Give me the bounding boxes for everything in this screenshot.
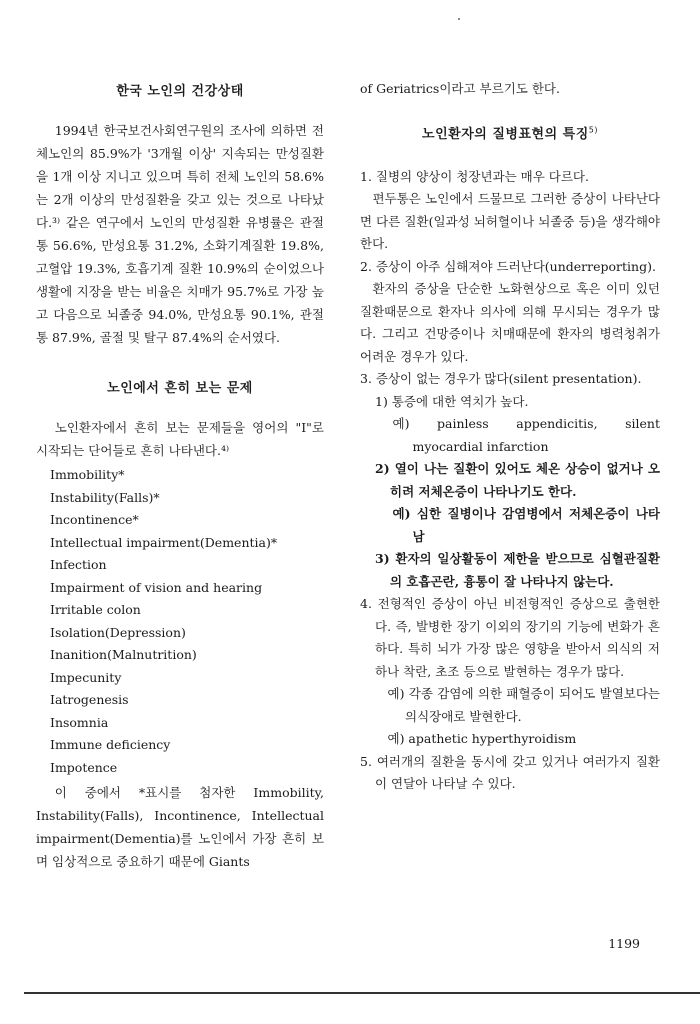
item-2: 2. 증상이 아주 심해져야 드러난다(underreporting). [360, 258, 656, 274]
section-heading-disease-presentation [360, 123, 660, 142]
item-3-sub-3: 3) 환자의 일상활동이 제한을 받으므로 심혈관질환의 호흡곤란, 흉통이 잘 나타나지 않는다. [375, 551, 660, 589]
list-item: Impairment of vision and hearing [50, 579, 263, 595]
item-3-sub-2: 2) 열이 나는 질환이 있어도 체온 상승이 없거나 오히려 저체온증이 나타나기도 한다. [375, 461, 660, 499]
item-1-body: 편두통은 노인에서 드물므로 그러한 증상이 나타난다면 다른 질환(일과성 뇌허혈이나 뇌졸중 등)을 생각해야 한다. [360, 191, 660, 251]
paragraph-giants-of-geriatrics: 이 중에서 *표시를 첨자한 Immobility, Instability(Falls), Incontinence, Intellectual impairment(Dementia)를 노인에서 가장 흔히 보며 임상적으로 중요하기 때문에 Giants [36, 785, 324, 869]
list-item: Immobility* [50, 467, 125, 482]
list-item: Iatrogenesis [50, 692, 129, 707]
item-4-example-1: 예) 각종 감염에 의한 패혈증이 되어도 발열보다는 의식장애로 발현한다. [387, 686, 660, 724]
item-3-sub-1: 1) 통증에 대한 역치가 높다. [375, 393, 529, 409]
paragraph-common-problems-intro: 노인환자에서 흔히 보는 문제들을 영어의 "I"로 시작되는 단어들로 흔히 나타낸다.⁴⁾ [36, 420, 324, 458]
item-5: 5. 여러개의 질환을 동시에 갖고 있거나 여러가지 질환이 연달아 나타날 수 있다. [360, 753, 660, 791]
list-item: Impotence [50, 759, 118, 775]
list-item: Intellectual impairment(Dementia)* [50, 534, 278, 550]
list-item: Instability(Falls)* [50, 489, 160, 505]
continuation-text: of Geriatrics이라고 부르기도 한다. [360, 81, 560, 96]
item-3-sub-1-example: 예) painless appendicitis, silent myocardial infarction [392, 416, 660, 454]
list-item: Isolation(Depression) [50, 624, 186, 640]
paragraph-health-status: 1994년 한국보건사회연구원의 조사에 의하면 전체노인의 85.9%가 '3개월 이상' 지속되는 만성질환을 1개 이상 지니고 있으며 특히 전체 노인의 58.6%는 2개 이상의 만성질환을 갖고 있는 것으로 나타났다.³⁾ 같은 연구에서 노인의 만성질환 유병률은 관절통 56.6%, 만성요통 31.2%, 소화기계질환 19.8%, 고혈압 19.3%, 호흡기계 질환 10.9%의 순이었으나 생활에 지장을 받는 비율은 치매가 95.7%로 가장 높고 다음으로 뇌졸중 94.0%, 만성요통 90.1%, 관절통 87.9%, 골절 및 탈구 87.4%의 순서였다. [36, 123, 324, 345]
item-2-body: 환자의 증상을 단순한 노화현상으로 혹은 이미 있던 질환때문으로 환자나 의사에 의해 무시되는 경우가 많다. 그리고 건망증이나 치매때문에 환자의 병력청취가 어려운 경우가 있다. [360, 281, 660, 364]
item-4: 4. 전형적인 증상이 아닌 비전형적인 증상으로 출현한다. 즉, 발병한 장기 이외의 장기의 기능에 변화가 흔하다. 특히 뇌가 가장 많은 영향을 받아서 의식의 저하나 착란, 초조 등으로 발현하는 경우가 많다. [360, 596, 660, 679]
page-number: 1199 [608, 936, 640, 951]
section-heading-common-problems: 노인에서 흔히 보는 문제 [107, 381, 253, 396]
list-item: Incontinence* [50, 512, 139, 527]
list-item: Infection [50, 557, 107, 572]
footer-rule [24, 992, 700, 994]
list-item: Immune deficiency [50, 737, 171, 752]
item-3-sub-2-example: 예) 심한 질병이나 감염병에서 저체온증이 나타남 [392, 506, 660, 544]
item-1: 1. 질병의 양상이 청장년과는 매우 다르다. [360, 168, 589, 184]
scan-speck [458, 18, 460, 20]
right-column [360, 72, 660, 796]
reference-superscript: 5) [588, 125, 598, 135]
list-item: Insomnia [50, 714, 109, 730]
list-item: Impecunity [50, 669, 122, 685]
i-words-list [50, 464, 324, 779]
section-heading-health-status: 한국 노인의 건강상태 [116, 84, 244, 99]
item-4-example-2: 예) apathetic hyperthyroidism [387, 731, 577, 746]
list-item: Inanition(Malnutrition) [50, 647, 197, 662]
heading-text: 노인환자의 질병표현의 특징 [422, 126, 589, 142]
list-item: Irritable colon [50, 602, 141, 617]
item-3: 3. 증상이 없는 경우가 많다(silent presentation). [360, 371, 642, 386]
left-column [36, 72, 324, 891]
